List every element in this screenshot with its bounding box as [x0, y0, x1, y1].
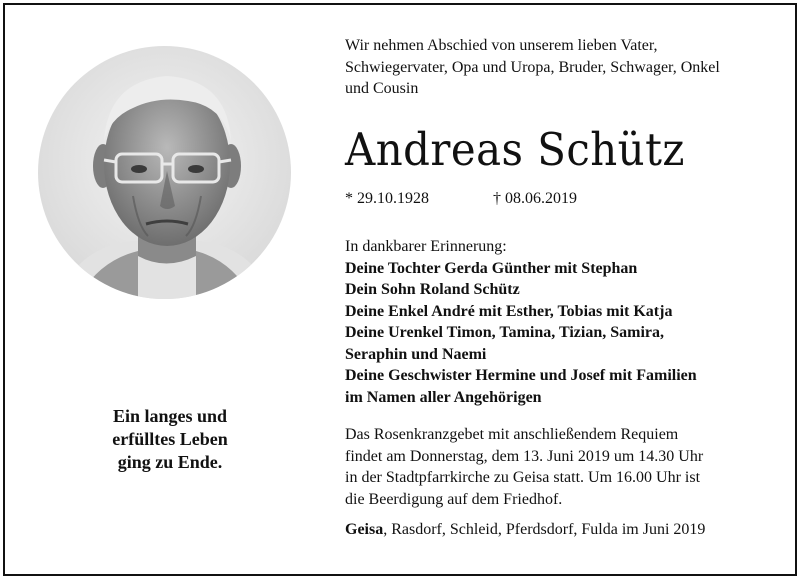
family-list — [345, 236, 775, 408]
family-line: Dein Sohn Roland Schütz — [345, 281, 520, 298]
portrait-image — [38, 46, 291, 299]
notice-line: Das Rosenkranzgebet mit anschließendem Requiem — [345, 426, 679, 443]
place-date-line — [345, 519, 775, 540]
service-notice — [345, 424, 775, 510]
motto — [80, 405, 260, 474]
family-line: im Namen aller Angehörigen — [345, 388, 542, 406]
intro-line: Wir nehmen Abschied von unserem lieben Vater, — [345, 37, 658, 54]
place-town: Geisa — [345, 521, 384, 538]
intro-line: Schwiegervater, Opa und Uropa, Bruder, Schwager, Onkel — [345, 58, 720, 76]
intro-line: und Cousin — [345, 80, 419, 97]
notice-line: findet am Donnerstag, dem 13. Juni 2019 um 14.30 Uhr — [345, 447, 704, 465]
place-rest: , Rasdorf, Schleid, Pferdsdorf, Fulda im Juni 2019 — [383, 521, 706, 538]
life-dates — [345, 188, 775, 209]
death-date: † 08.06.2019 — [493, 190, 577, 207]
family-line: Deine Geschwister Hermine und Josef mit Familien — [345, 367, 697, 384]
notice-line: die Beerdigung auf dem Friedhof. — [345, 490, 563, 508]
family-line: Deine Tochter Gerda Günther mit Stephan — [345, 259, 638, 277]
notice-line: in der Stadtpfarrkirche zu Geisa statt. Um 16.00 Uhr ist — [345, 469, 701, 486]
birth-date: * 29.10.1928 — [345, 190, 429, 207]
family-line: Deine Enkel André mit Esther, Tobias mit Katja — [345, 302, 673, 320]
motto-line: erfülltes Leben — [112, 429, 228, 449]
motto-line: ging zu Ende. — [117, 452, 223, 472]
family-line: Deine Urenkel Timon, Tamina, Tizian, Samira, — [345, 324, 665, 341]
intro-text — [345, 35, 775, 100]
motto-line: Ein langes und — [112, 406, 228, 426]
family-intro: In dankbarer Erinnerung: — [345, 238, 507, 255]
portrait-photo — [38, 46, 291, 299]
family-line: Seraphin und Naemi — [345, 345, 487, 363]
deceased-name: Andreas Schütz — [345, 123, 685, 176]
